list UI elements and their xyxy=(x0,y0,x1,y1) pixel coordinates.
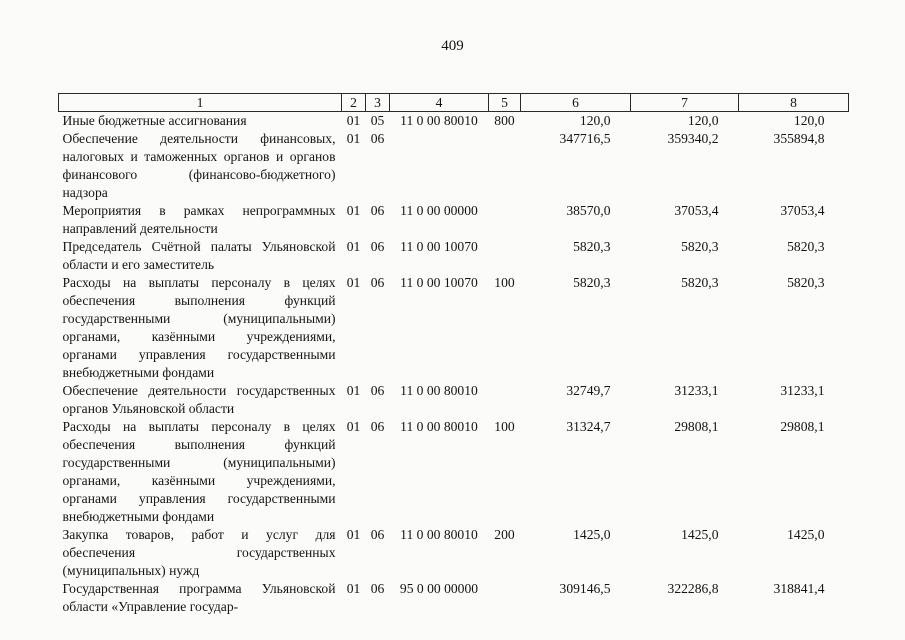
row-expense-type: 200 xyxy=(494,527,515,542)
header-col-6: 6 xyxy=(521,94,631,112)
row-target-article: 11 0 00 10070 xyxy=(400,275,478,290)
row-expense-type xyxy=(489,382,521,418)
row-target-article: 11 0 00 10070 xyxy=(400,239,478,254)
row-subsection: 06 xyxy=(370,239,385,254)
row-value-6: 31324,7 xyxy=(566,419,611,434)
row-value-6: 32749,7 xyxy=(566,383,611,398)
budget-table xyxy=(58,93,849,616)
table-body xyxy=(59,112,849,617)
table-row xyxy=(59,382,849,418)
row-value-7: 37053,4 xyxy=(674,203,719,218)
row-value-6: 5820,3 xyxy=(573,275,611,290)
row-expense-type: 100 xyxy=(494,275,515,290)
row-value-6: 1425,0 xyxy=(573,527,611,542)
row-subsection: 06 xyxy=(370,131,385,146)
row-value-6: 347716,5 xyxy=(559,131,611,146)
row-section: 01 xyxy=(346,527,361,542)
table-row xyxy=(59,418,849,526)
row-name: Расходы на выплаты персоналу в целях обеспечения выполнения функций государственными (муниципальными) органами, казёнными учреждениями, органами управления государственными внебюджетными фондами xyxy=(62,275,336,380)
row-subsection: 06 xyxy=(370,203,385,218)
row-value-7: 120,0 xyxy=(687,113,719,128)
row-value-7: 322286,8 xyxy=(667,581,719,596)
row-value-6: 309146,5 xyxy=(559,581,611,596)
row-value-8: 5820,3 xyxy=(787,239,825,254)
row-subsection: 06 xyxy=(370,275,385,290)
row-expense-type xyxy=(489,130,521,202)
table-row xyxy=(59,274,849,382)
row-value-7: 5820,3 xyxy=(681,239,719,254)
row-value-6: 38570,0 xyxy=(566,203,611,218)
row-subsection: 06 xyxy=(370,581,385,596)
table-row xyxy=(59,238,849,274)
row-section: 01 xyxy=(346,239,361,254)
row-value-7: 5820,3 xyxy=(681,275,719,290)
row-value-6: 120,0 xyxy=(579,113,611,128)
row-target-article: 11 0 00 80010 xyxy=(400,419,478,434)
row-value-7: 359340,2 xyxy=(667,131,719,146)
row-value-7: 1425,0 xyxy=(681,527,719,542)
header-col-2: 2 xyxy=(342,94,366,112)
table-row xyxy=(59,580,849,616)
row-subsection: 06 xyxy=(370,419,385,434)
row-name: Закупка товаров, работ и услуг для обеспечения государственных (муниципальных) нужд xyxy=(62,527,336,578)
row-expense-type: 100 xyxy=(494,419,515,434)
row-name: Государственная программа Ульяновской области «Управление государ- xyxy=(62,581,336,614)
row-target-article: 95 0 00 00000 xyxy=(399,581,479,596)
header-row xyxy=(59,94,849,112)
row-value-6: 5820,3 xyxy=(573,239,611,254)
header-col-1: 1 xyxy=(59,94,342,112)
row-subsection: 06 xyxy=(370,527,385,542)
row-target-article: 11 0 00 80010 xyxy=(400,527,478,542)
row-value-7: 29808,1 xyxy=(674,419,719,434)
row-name: Иные бюджетные ассигнования xyxy=(62,113,247,128)
row-value-8: 31233,1 xyxy=(780,383,825,398)
row-section: 01 xyxy=(346,419,361,434)
row-value-7: 31233,1 xyxy=(674,383,719,398)
row-subsection: 06 xyxy=(370,383,385,398)
table-header xyxy=(59,94,849,112)
table-row xyxy=(59,202,849,238)
row-section: 01 xyxy=(346,383,361,398)
row-target-article: 11 0 00 80010 xyxy=(400,113,478,128)
header-col-3: 3 xyxy=(366,94,390,112)
row-target-article xyxy=(390,130,489,202)
row-target-article: 11 0 00 80010 xyxy=(400,383,478,398)
row-expense-type xyxy=(489,580,521,616)
row-value-8: 5820,3 xyxy=(787,275,825,290)
row-target-article: 11 0 00 00000 xyxy=(400,203,478,218)
row-name: Обеспечение деятельности финансовых, налоговых и таможенных органов и органов финансового (финансово-бюджетного) надзора xyxy=(62,131,336,200)
row-section: 01 xyxy=(346,581,361,596)
row-expense-type xyxy=(489,238,521,274)
row-value-8: 318841,4 xyxy=(773,581,825,596)
row-section: 01 xyxy=(346,275,361,290)
table-row xyxy=(59,112,849,131)
header-col-4: 4 xyxy=(390,94,489,112)
table-row xyxy=(59,526,849,580)
row-value-8: 120,0 xyxy=(793,113,825,128)
row-section: 01 xyxy=(346,203,361,218)
row-name: Обеспечение деятельности государственных органов Ульяновской области xyxy=(62,383,336,416)
header-col-5: 5 xyxy=(489,94,521,112)
row-section: 01 xyxy=(346,113,361,128)
row-section: 01 xyxy=(346,131,361,146)
row-expense-type xyxy=(489,202,521,238)
row-value-8: 355894,8 xyxy=(773,131,825,146)
table-row xyxy=(59,130,849,202)
row-name: Председатель Счётной палаты Ульяновской области и его заместитель xyxy=(62,239,336,272)
row-value-8: 29808,1 xyxy=(780,419,825,434)
row-value-8: 37053,4 xyxy=(780,203,825,218)
row-expense-type: 800 xyxy=(494,113,515,128)
row-value-8: 1425,0 xyxy=(787,527,825,542)
row-name: Расходы на выплаты персоналу в целях обеспечения выполнения функций государственными (муниципальными) органами, казёнными учреждениями, органами управления государственными внебюджетными фондами xyxy=(62,419,336,524)
row-subsection: 05 xyxy=(370,113,385,128)
page-number: 409 xyxy=(441,38,464,54)
header-col-7: 7 xyxy=(631,94,739,112)
row-name: Мероприятия в рамках непрограммных направлений деятельности xyxy=(62,203,336,236)
header-col-8: 8 xyxy=(739,94,849,112)
